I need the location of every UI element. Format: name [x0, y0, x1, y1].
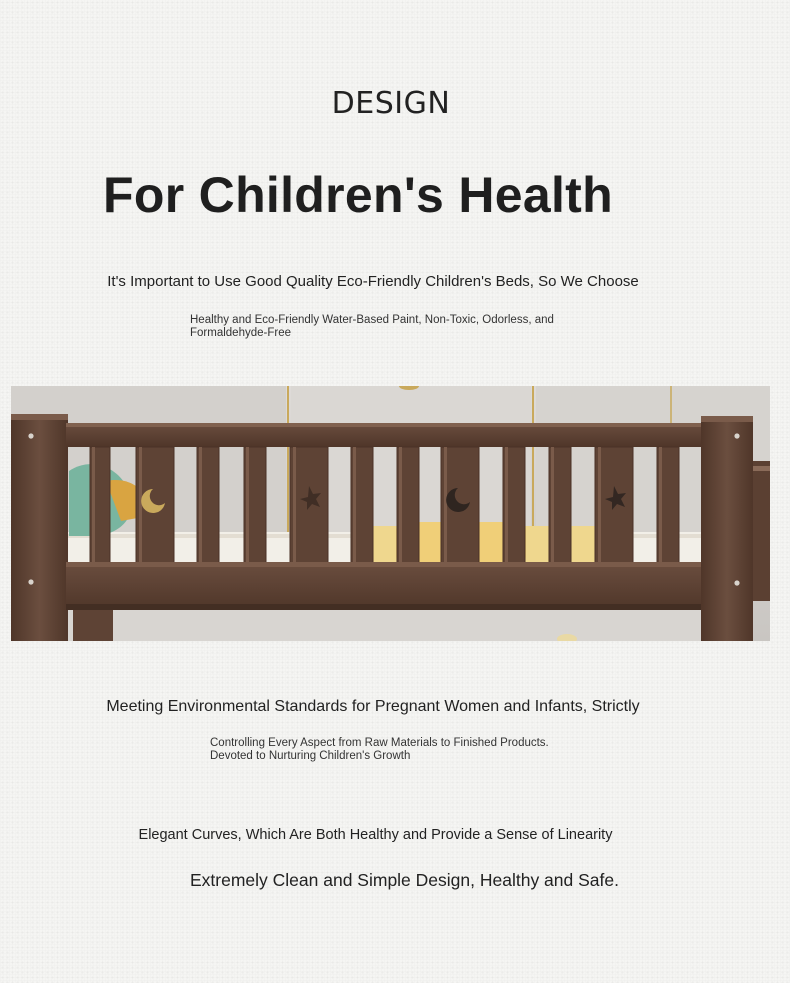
- section1-detail-line2: Formaldehyde-Free: [190, 327, 291, 339]
- section2-headline: Meeting Environmental Standards for Pregnant Women and Infants, Strictly: [106, 698, 640, 715]
- design-heading: DESIGN: [331, 86, 451, 121]
- section3-headline: Elegant Curves, Which Are Both Healthy and Provide a Sense of Linearity: [138, 827, 613, 843]
- section2-detail-line1: Controlling Every Aspect from Raw Materials to Finished Products.: [210, 737, 549, 749]
- section1-detail-line1: Healthy and Eco-Friendly Water-Based Paint, Non-Toxic, Odorless, and: [190, 314, 554, 326]
- section4-headline: Extremely Clean and Simple Design, Healthy and Safe.: [190, 870, 619, 890]
- section2-detail-line2: Devoted to Nurturing Children's Growth: [210, 750, 411, 762]
- section2-detail: [210, 737, 630, 763]
- page-title: For Children's Health: [103, 167, 613, 223]
- section1-detail: [190, 314, 610, 340]
- product-photo: [11, 386, 770, 641]
- section1-headline: It's Important to Use Good Quality Eco-Friendly Children's Beds, So We Choose: [107, 273, 639, 290]
